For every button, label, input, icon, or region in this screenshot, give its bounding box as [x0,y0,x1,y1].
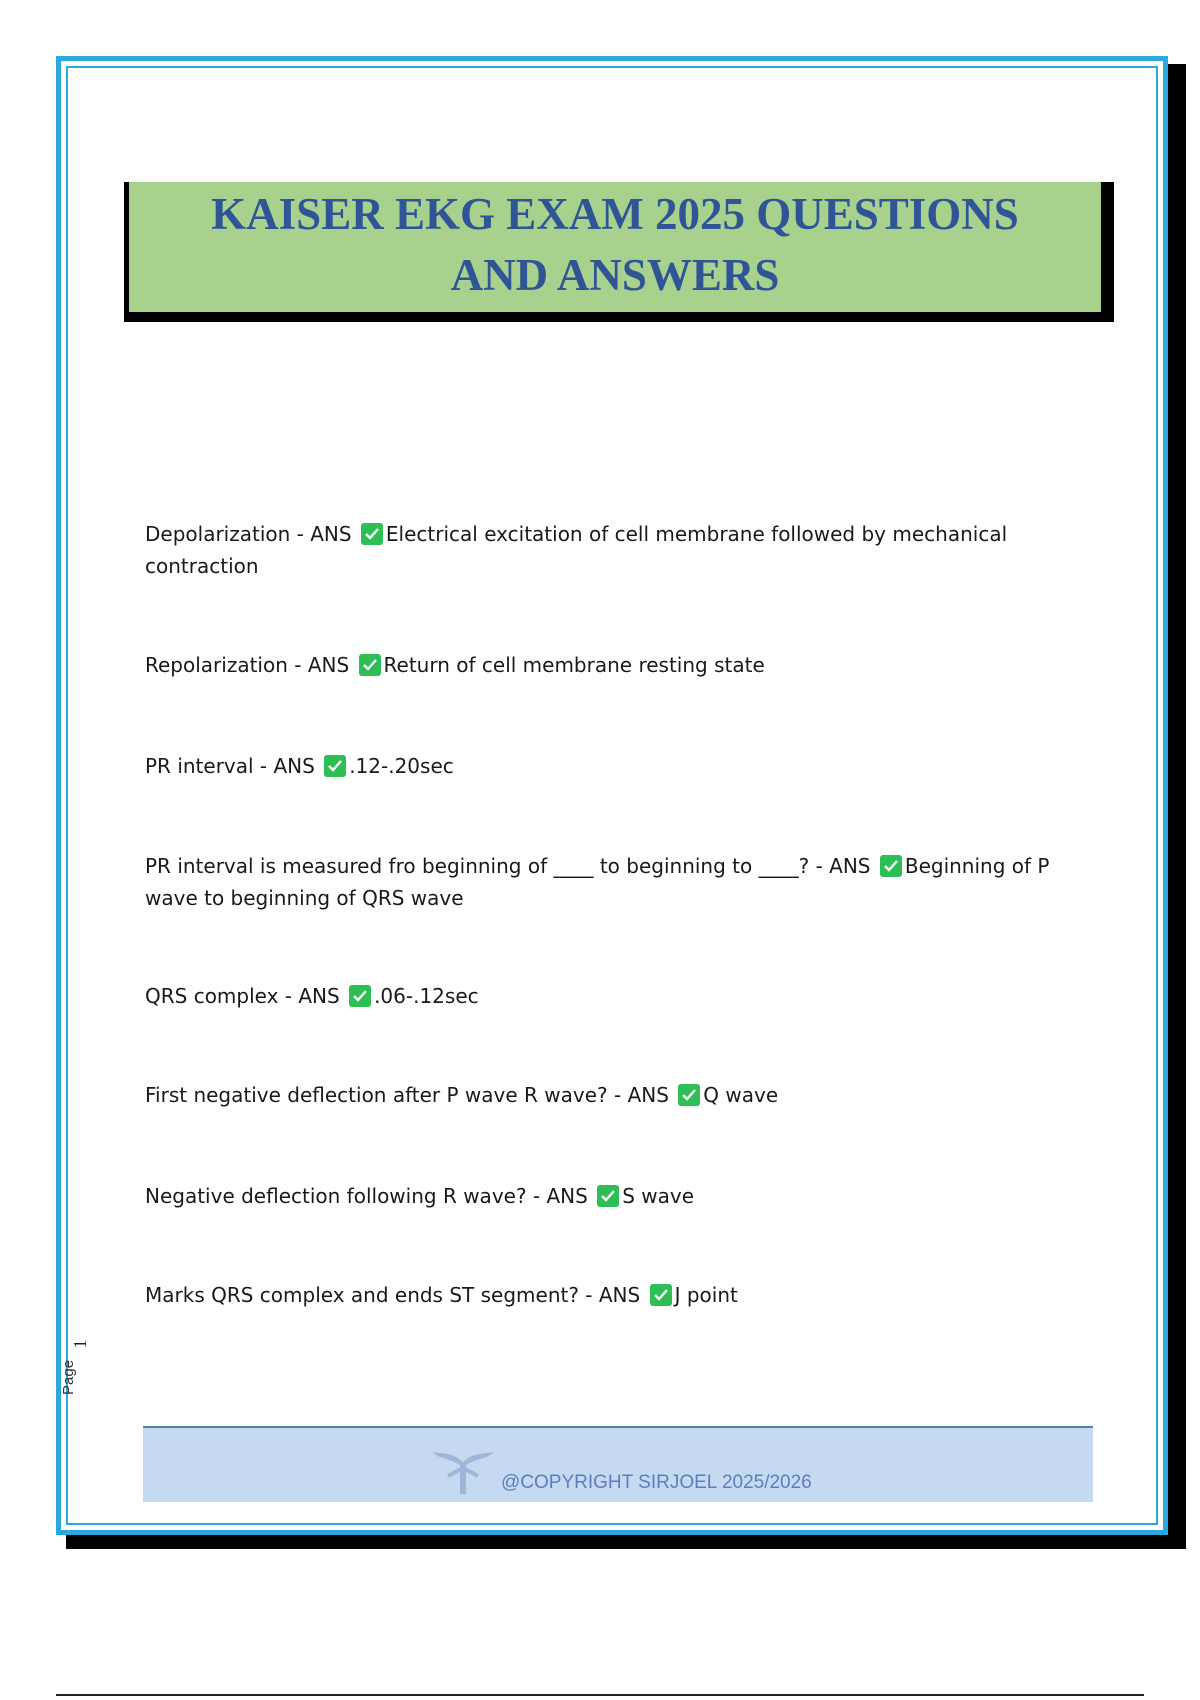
qa-answer: Q wave [703,1083,779,1107]
page-number-mark [70,1334,90,1354]
qa-question: Depolarization - ANS [145,522,352,546]
qa-item-repolarization [145,649,1065,681]
qa-question: First negative deflection after P wave R wave? - ANS [145,1083,669,1107]
qa-item-qrs-complex [145,980,1065,1012]
qa-question: Repolarization - ANS [145,653,350,677]
title-banner [124,182,1104,315]
copyright-text: @COPYRIGHT SIRJOEL 2025/2026 [501,1472,812,1493]
check-box-icon [880,855,902,877]
qa-answer: Return of cell membrane resting state [383,653,765,677]
check-box-icon [349,985,371,1007]
qa-question: PR interval is measured fro beginning of ____ to beginning to ____? - ANS [145,854,871,878]
footer-band [143,1426,1093,1502]
qa-question: Marks QRS complex and ends ST segment? - ANS [145,1283,641,1307]
qa-answer: .06-.12sec [374,984,479,1008]
qa-item-pr-interval [145,750,1065,782]
check-box-icon [361,523,383,545]
qa-item-pr-interval-measurement [145,850,1065,914]
qa-answer: Electrical excitation of cell membrane followed by mechanical contraction [145,522,1008,578]
qa-item-depolarization [145,518,1065,582]
qa-item-first-negative-deflection [145,1079,1065,1111]
graduation-tree-logo-icon [428,1446,498,1496]
qa-item-negative-deflection-after-r [145,1180,1065,1212]
check-box-icon [650,1284,672,1306]
check-box-icon [359,654,381,676]
qa-question: Negative deflection following R wave? - ANS [145,1184,588,1208]
check-box-icon [678,1084,700,1106]
check-box-icon [597,1185,619,1207]
bottom-divider [56,1694,1144,1696]
document-title-line-2: AND ANSWERS [450,250,780,300]
page-number: 1 [70,1339,90,1349]
check-box-icon [324,755,346,777]
qa-item-j-point [145,1279,1065,1311]
document-title-line-1: KAISER EKG EXAM 2025 QUESTIONS [211,189,1019,239]
page-label: Page [60,1359,77,1395]
qa-answer: .12-.20sec [349,754,454,778]
qa-question: PR interval - ANS [145,754,315,778]
qa-question: QRS complex - ANS [145,984,340,1008]
document-title [129,182,1101,306]
qa-answer: S wave [622,1184,695,1208]
qa-answer: J point [674,1283,738,1307]
qa-answer: Beginning of P wave to beginning of QRS wave [145,854,1050,910]
